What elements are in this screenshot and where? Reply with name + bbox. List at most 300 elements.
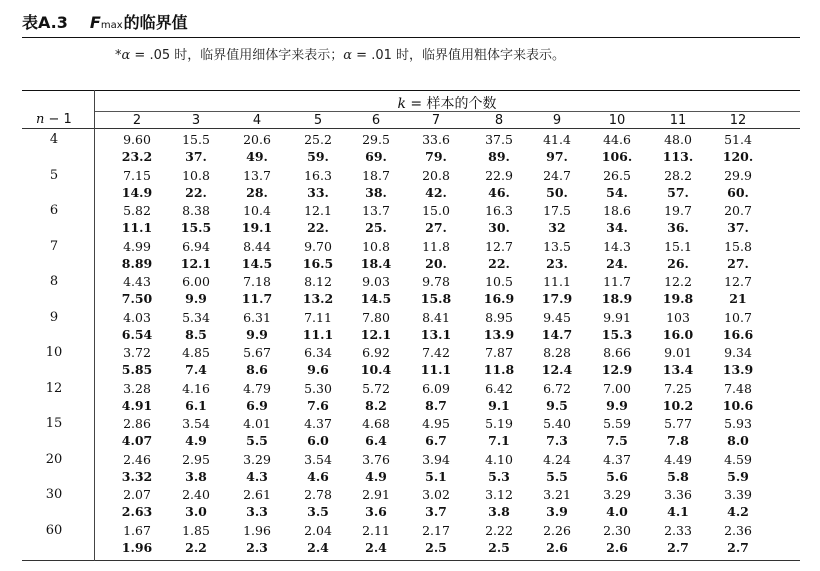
table-row-group [0, 272, 820, 308]
alpha-05-value: 2.40 [182, 487, 210, 502]
alpha-05-row [0, 310, 820, 327]
table-title [22, 10, 188, 32]
note-part-1: = .05 时，临界值用细体字来表示； [130, 48, 344, 63]
alpha-01-value: 7.1 [488, 433, 510, 448]
alpha-05-value: 12.7 [485, 238, 513, 254]
alpha-05-value: 1.96 [243, 522, 271, 538]
alpha-01-value: 7.50 [121, 291, 153, 306]
alpha-01-value: 7.8 [667, 433, 689, 448]
alpha-01-value: 17.9 [541, 291, 573, 306]
table-row-group [0, 485, 820, 521]
alpha-01-value: 3.0 [185, 504, 207, 519]
alpha-01-value: 27. [727, 255, 749, 271]
alpha-01-value: 11.1 [302, 326, 334, 342]
alpha-05-value: 29.9 [724, 167, 752, 183]
alpha-05-row [0, 523, 820, 540]
alpha-01-value: 3.8 [488, 504, 510, 519]
alpha-01-value: 11.8 [483, 362, 515, 377]
alpha-05-value: 8.41 [422, 309, 450, 325]
alpha-01-value: 106. [601, 149, 633, 164]
alpha-05-value: 3.29 [243, 451, 271, 467]
table-number: 表A.3 [22, 13, 68, 32]
alpha-01-value: 24. [606, 255, 628, 271]
n-variable: n [36, 112, 45, 127]
alpha-01-value: 14.7 [541, 326, 573, 342]
alpha-05-value: 4.03 [123, 309, 151, 325]
alpha-05-value: 19.7 [664, 203, 692, 218]
alpha-01-value: 7.4 [185, 362, 207, 377]
alpha-01-value: 3.6 [365, 504, 387, 519]
alpha-05-value: 4.99 [123, 238, 151, 254]
k-column-header: 6 [371, 113, 381, 128]
alpha-05-value: 24.7 [543, 167, 571, 183]
alpha-05-value: 7.42 [422, 345, 450, 360]
n-minus-1-value: 4 [49, 132, 59, 147]
alpha-05-value: 2.17 [422, 522, 450, 538]
alpha-01-value: 46. [488, 184, 510, 200]
alpha-01-value: 3.3 [246, 504, 268, 519]
alpha-05-value: 9.45 [543, 309, 571, 325]
n-minus-1-value: 5 [49, 167, 59, 183]
alpha-01-value: 8.7 [425, 397, 447, 413]
alpha-01-value: 6.4 [365, 433, 387, 448]
alpha-05-value: 3.94 [422, 451, 450, 467]
alpha-01-row [0, 149, 820, 166]
alpha-05-value: 11.7 [603, 274, 631, 289]
alpha-05-value: 10.8 [182, 167, 210, 183]
alpha-05-value: 12.2 [664, 274, 692, 289]
alpha-05-value: 8.66 [603, 345, 631, 360]
alpha-05-value: 3.54 [304, 451, 332, 467]
alpha-05-value: 2.04 [304, 522, 332, 538]
alpha-05-value: 29.5 [362, 132, 390, 147]
alpha-05-value: 33.6 [422, 132, 450, 147]
f-variable: F [89, 13, 101, 32]
alpha-05-value: 7.87 [485, 345, 513, 360]
k-column-header: 5 [313, 113, 323, 128]
alpha-01-value: 89. [488, 149, 510, 164]
alpha-05-value: 20.8 [422, 167, 450, 183]
alpha-01-value: 2.5 [425, 539, 447, 555]
alpha-05-value: 7.11 [304, 309, 332, 325]
alpha-01-value: 2.4 [307, 539, 329, 555]
alpha-01-value: 13.2 [302, 291, 334, 306]
alpha-05-value: 2.33 [664, 522, 692, 538]
alpha-05-row [0, 203, 820, 220]
alpha-05-value: 15.5 [182, 132, 210, 147]
alpha-01-value: 6.1 [185, 397, 207, 413]
alpha-01-value: 18.4 [360, 255, 392, 271]
alpha-05-row [0, 345, 820, 362]
alpha-05-value: 5.93 [724, 416, 752, 431]
alpha-05-value: 4.01 [243, 416, 271, 431]
alpha-01-value: 2.6 [546, 539, 568, 555]
alpha-01-value: 27. [425, 220, 447, 235]
alpha-05-value: 7.25 [664, 380, 692, 396]
alpha-01-value: 8.89 [121, 255, 153, 271]
alpha-01-value: 7.6 [307, 397, 329, 413]
alpha-01-value: 8.6 [246, 362, 268, 377]
alpha-01-value: 19.1 [241, 220, 273, 235]
alpha-05-value: 5.59 [603, 416, 631, 431]
k-column-header: 2 [132, 113, 142, 128]
alpha-05-value: 2.95 [182, 451, 210, 467]
alpha-05-value: 16.3 [485, 203, 513, 218]
alpha-01-value: 22. [488, 255, 510, 271]
alpha-01-value: 120. [722, 149, 754, 164]
n-minus-1-value: 9 [49, 309, 59, 325]
alpha-01-value: 16.6 [722, 326, 754, 342]
alpha-01-value: 14.5 [360, 291, 392, 306]
alpha-05-row [0, 381, 820, 398]
alpha-05-value: 6.00 [182, 274, 210, 289]
k-column-header: 12 [729, 113, 747, 128]
alpha-01-value: 97. [546, 149, 568, 164]
alpha-01-value: 4.6 [307, 468, 329, 484]
alpha-01-value: 9.9 [246, 326, 268, 342]
alpha-05-value: 13.5 [543, 238, 571, 254]
alpha-05-value: 8.95 [485, 309, 513, 325]
alpha-01-value: 32 [548, 220, 566, 235]
alpha-05-value: 4.79 [243, 380, 271, 396]
note-asterisk: * [115, 48, 122, 63]
alpha-05-value: 18.6 [603, 203, 631, 218]
alpha-01-value: 5.8 [667, 468, 689, 484]
alpha-05-value: 1.85 [182, 522, 210, 538]
alpha-01-row [0, 469, 820, 486]
alpha-05-value: 4.95 [422, 416, 450, 431]
alpha-05-value: 9.03 [362, 274, 390, 289]
alpha-01-value: 13.4 [662, 362, 694, 377]
alpha-01-value: 15.3 [601, 326, 633, 342]
alpha-01-value: 9.9 [185, 291, 207, 306]
alpha-01-value: 3.5 [307, 504, 329, 519]
alpha-05-value: 41.4 [543, 132, 571, 147]
alpha-01-value: 49. [246, 149, 268, 164]
alpha-01-value: 59. [307, 149, 329, 164]
alpha-05-row [0, 274, 820, 291]
alpha-01-value: 4.1 [667, 504, 689, 519]
title-rule [22, 37, 800, 38]
alpha-05-value: 7.15 [123, 167, 151, 183]
table-row-group [0, 201, 820, 237]
alpha-01-value: 79. [425, 149, 447, 164]
alpha-01-value: 7.5 [606, 433, 628, 448]
alpha-05-value: 5.77 [664, 416, 692, 431]
alpha-01-value: 7.3 [546, 433, 568, 448]
alpha-01-value: 22. [307, 220, 329, 235]
alpha-01-value: 113. [662, 149, 694, 164]
f-subscript: max [100, 20, 123, 31]
alpha-01-row [0, 291, 820, 308]
alpha-05-value: 3.76 [362, 451, 390, 467]
alpha-01-value: 12.9 [601, 362, 633, 377]
table-row-group [0, 166, 820, 202]
alpha-05-value: 5.67 [243, 345, 271, 360]
alpha-05-value: 4.85 [182, 345, 210, 360]
alpha-01-value: 9.5 [546, 397, 568, 413]
table-row-group [0, 521, 820, 557]
alpha-01-value: 14.9 [121, 184, 153, 200]
k-column-header: 9 [552, 113, 562, 128]
n-minus-1-value: 20 [45, 451, 63, 467]
alpha-05-value: 3.02 [422, 487, 450, 502]
n-label-text: − 1 [44, 112, 72, 127]
table-row-group [0, 343, 820, 379]
alpha-01-value: 4.2 [727, 504, 749, 519]
n-minus-1-value: 10 [45, 345, 63, 360]
table-bottom-rule [22, 560, 800, 561]
alpha-05-value: 7.18 [243, 274, 271, 289]
alpha-01-value: 5.9 [727, 468, 749, 484]
alpha-01-value: 9.1 [488, 397, 510, 413]
alpha-01-value: 38. [365, 184, 387, 200]
alpha-05-value: 5.19 [485, 416, 513, 431]
alpha-05-value: 9.91 [603, 309, 631, 325]
alpha-05-row [0, 452, 820, 469]
k-column-header: 10 [608, 113, 626, 128]
alpha-01-value: 5.6 [606, 468, 628, 484]
alpha-05-value: 5.30 [304, 380, 332, 396]
alpha-01-value: 4.3 [246, 468, 268, 484]
alpha-01-value: 26. [667, 255, 689, 271]
alpha-05-value: 12.7 [724, 274, 752, 289]
alpha-01-value: 1.96 [121, 539, 153, 555]
alpha-05-value: 13.7 [362, 203, 390, 218]
alpha-01-value: 15.5 [180, 220, 212, 235]
alpha-01-value: 23.2 [121, 149, 153, 164]
n-minus-1-value: 12 [45, 380, 63, 396]
alpha-05-value: 1.67 [123, 522, 151, 538]
note-alpha-1: α [121, 48, 131, 63]
alpha-01-row [0, 540, 820, 557]
alpha-05-value: 25.2 [304, 132, 332, 147]
n-minus-1-value: 15 [45, 416, 63, 431]
alpha-01-row [0, 433, 820, 450]
alpha-01-row [0, 327, 820, 344]
alpha-01-value: 2.6 [606, 539, 628, 555]
alpha-05-value: 9.60 [123, 132, 151, 147]
alpha-01-value: 4.9 [365, 468, 387, 484]
alpha-05-value: 10.7 [724, 309, 752, 325]
table-row-group [0, 414, 820, 450]
alpha-01-row [0, 362, 820, 379]
alpha-01-value: 18.9 [601, 291, 633, 306]
alpha-01-value: 5.5 [546, 468, 568, 484]
alpha-05-row [0, 416, 820, 433]
alpha-05-value: 6.31 [243, 309, 271, 325]
alpha-01-value: 5.85 [121, 362, 153, 377]
alpha-05-value: 2.78 [304, 487, 332, 502]
alpha-01-value: 30. [488, 220, 510, 235]
alpha-05-value: 8.38 [182, 203, 210, 218]
k-spanner-header [94, 93, 800, 113]
table-row-group [0, 130, 820, 166]
alpha-05-value: 5.82 [123, 203, 151, 218]
alpha-05-value: 10.8 [362, 238, 390, 254]
alpha-01-value: 2.4 [365, 539, 387, 555]
alpha-01-value: 5.3 [488, 468, 510, 484]
alpha-01-value: 2.7 [667, 539, 689, 555]
k-column-header: 7 [431, 113, 441, 128]
alpha-05-value: 11.8 [422, 238, 450, 254]
alpha-05-value: 15.8 [724, 238, 752, 254]
alpha-05-value: 10.5 [485, 274, 513, 289]
alpha-05-value: 6.94 [182, 238, 210, 254]
alpha-01-value: 57. [667, 184, 689, 200]
alpha-01-value: 6.54 [121, 326, 153, 342]
alpha-05-value: 7.00 [603, 380, 631, 396]
alpha-05-value: 5.34 [182, 309, 210, 325]
alpha-05-value: 4.10 [485, 451, 513, 467]
alpha-01-value: 34. [606, 220, 628, 235]
alpha-01-value: 2.2 [185, 539, 207, 555]
title-text: 的临界值 [123, 13, 188, 32]
alpha-01-value: 12.4 [541, 362, 573, 377]
alpha-01-value: 16.0 [662, 326, 694, 342]
alpha-05-value: 103 [666, 309, 690, 325]
alpha-01-value: 11.7 [241, 291, 273, 306]
alpha-05-value: 2.86 [123, 416, 151, 431]
k-variable: k [397, 96, 406, 112]
alpha-05-value: 51.4 [724, 132, 752, 147]
alpha-01-row [0, 398, 820, 415]
alpha-01-value: 25. [365, 220, 387, 235]
alpha-01-value: 2.5 [488, 539, 510, 555]
table-top-rule [22, 90, 800, 91]
alpha-05-value: 4.37 [603, 451, 631, 467]
alpha-01-value: 13.9 [483, 326, 515, 342]
alpha-01-value: 8.2 [365, 397, 387, 413]
alpha-01-value: 14.5 [241, 255, 273, 271]
alpha-05-row [0, 132, 820, 149]
table-note [115, 44, 565, 63]
alpha-01-value: 13.9 [722, 362, 754, 377]
alpha-05-value: 28.2 [664, 167, 692, 183]
alpha-05-value: 3.36 [664, 487, 692, 502]
k-column-header: 4 [252, 113, 262, 128]
alpha-05-value: 12.1 [304, 203, 332, 218]
alpha-05-value: 8.44 [243, 238, 271, 254]
alpha-05-value: 2.26 [543, 522, 571, 538]
alpha-05-value: 4.16 [182, 380, 210, 396]
alpha-05-value: 9.01 [664, 345, 692, 360]
alpha-01-value: 21 [729, 291, 747, 306]
alpha-01-value: 2.63 [121, 504, 153, 519]
alpha-05-value: 5.40 [543, 416, 571, 431]
table-row-group [0, 450, 820, 486]
alpha-05-value: 14.3 [603, 238, 631, 254]
n-minus-1-value: 30 [45, 487, 63, 502]
alpha-01-value: 8.0 [727, 433, 749, 448]
n-minus-1-value: 6 [49, 203, 59, 218]
table-row-group [0, 237, 820, 273]
alpha-05-value: 9.34 [724, 345, 752, 360]
alpha-05-value: 3.21 [543, 487, 571, 502]
alpha-05-value: 2.07 [123, 487, 151, 502]
k-column-header: 11 [669, 113, 687, 128]
alpha-01-value: 4.0 [606, 504, 628, 519]
alpha-01-value: 37. [727, 220, 749, 235]
alpha-01-row [0, 504, 820, 521]
alpha-05-value: 6.72 [543, 380, 571, 396]
alpha-05-value: 7.80 [362, 309, 390, 325]
alpha-01-value: 9.9 [606, 397, 628, 413]
alpha-05-value: 16.3 [304, 167, 332, 183]
alpha-01-value: 12.1 [360, 326, 392, 342]
alpha-05-value: 6.09 [422, 380, 450, 396]
k-column-header: 8 [494, 113, 504, 128]
alpha-01-value: 12.1 [180, 255, 212, 271]
alpha-05-value: 15.0 [422, 203, 450, 218]
alpha-01-value: 4.91 [121, 397, 153, 413]
alpha-05-value: 7.48 [724, 380, 752, 396]
alpha-01-value: 50. [546, 184, 568, 200]
k-values-header-row [0, 113, 820, 129]
alpha-01-value: 10.4 [360, 362, 392, 377]
alpha-01-value: 33. [307, 184, 329, 200]
alpha-05-value: 3.29 [603, 487, 631, 502]
alpha-05-value: 17.5 [543, 203, 571, 218]
alpha-01-value: 4.07 [121, 433, 153, 448]
alpha-05-value: 3.39 [724, 487, 752, 502]
alpha-05-value: 4.59 [724, 451, 752, 467]
alpha-01-value: 9.6 [307, 362, 329, 377]
alpha-05-row [0, 487, 820, 504]
alpha-05-value: 22.9 [485, 167, 513, 183]
alpha-01-value: 15.8 [420, 291, 452, 306]
alpha-01-value: 28. [246, 184, 268, 200]
note-alpha-2: α [343, 48, 353, 63]
alpha-01-value: 54. [606, 184, 628, 200]
alpha-01-value: 3.32 [121, 468, 153, 484]
alpha-01-value: 23. [546, 255, 568, 271]
alpha-05-value: 2.61 [243, 487, 271, 502]
alpha-05-value: 8.28 [543, 345, 571, 360]
alpha-05-row [0, 239, 820, 256]
alpha-05-row [0, 168, 820, 185]
alpha-01-row [0, 185, 820, 202]
alpha-01-value: 36. [667, 220, 689, 235]
alpha-05-value: 4.24 [543, 451, 571, 467]
alpha-05-value: 9.70 [304, 238, 332, 254]
alpha-05-value: 6.42 [485, 380, 513, 396]
alpha-01-value: 3.8 [185, 468, 207, 484]
alpha-05-value: 2.46 [123, 451, 151, 467]
alpha-01-value: 42. [425, 184, 447, 200]
alpha-01-value: 22. [185, 184, 207, 200]
alpha-05-value: 4.49 [664, 451, 692, 467]
critical-values-body [0, 130, 820, 556]
alpha-05-value: 6.92 [362, 345, 390, 360]
alpha-05-value: 37.5 [485, 132, 513, 147]
alpha-05-value: 11.1 [543, 274, 571, 289]
alpha-01-value: 2.3 [246, 539, 268, 555]
alpha-05-value: 6.34 [304, 345, 332, 360]
alpha-05-value: 3.28 [123, 380, 151, 396]
alpha-05-value: 3.54 [182, 416, 210, 431]
alpha-01-value: 6.9 [246, 397, 268, 413]
alpha-01-value: 69. [365, 149, 387, 164]
alpha-01-value: 16.5 [302, 255, 334, 271]
alpha-01-value: 11.1 [420, 362, 452, 377]
alpha-01-value: 13.1 [420, 326, 452, 342]
alpha-05-value: 4.43 [123, 274, 151, 289]
alpha-05-value: 4.68 [362, 416, 390, 431]
alpha-05-value: 10.4 [243, 203, 271, 218]
alpha-01-value: 60. [727, 184, 749, 200]
alpha-01-value: 6.0 [307, 433, 329, 448]
